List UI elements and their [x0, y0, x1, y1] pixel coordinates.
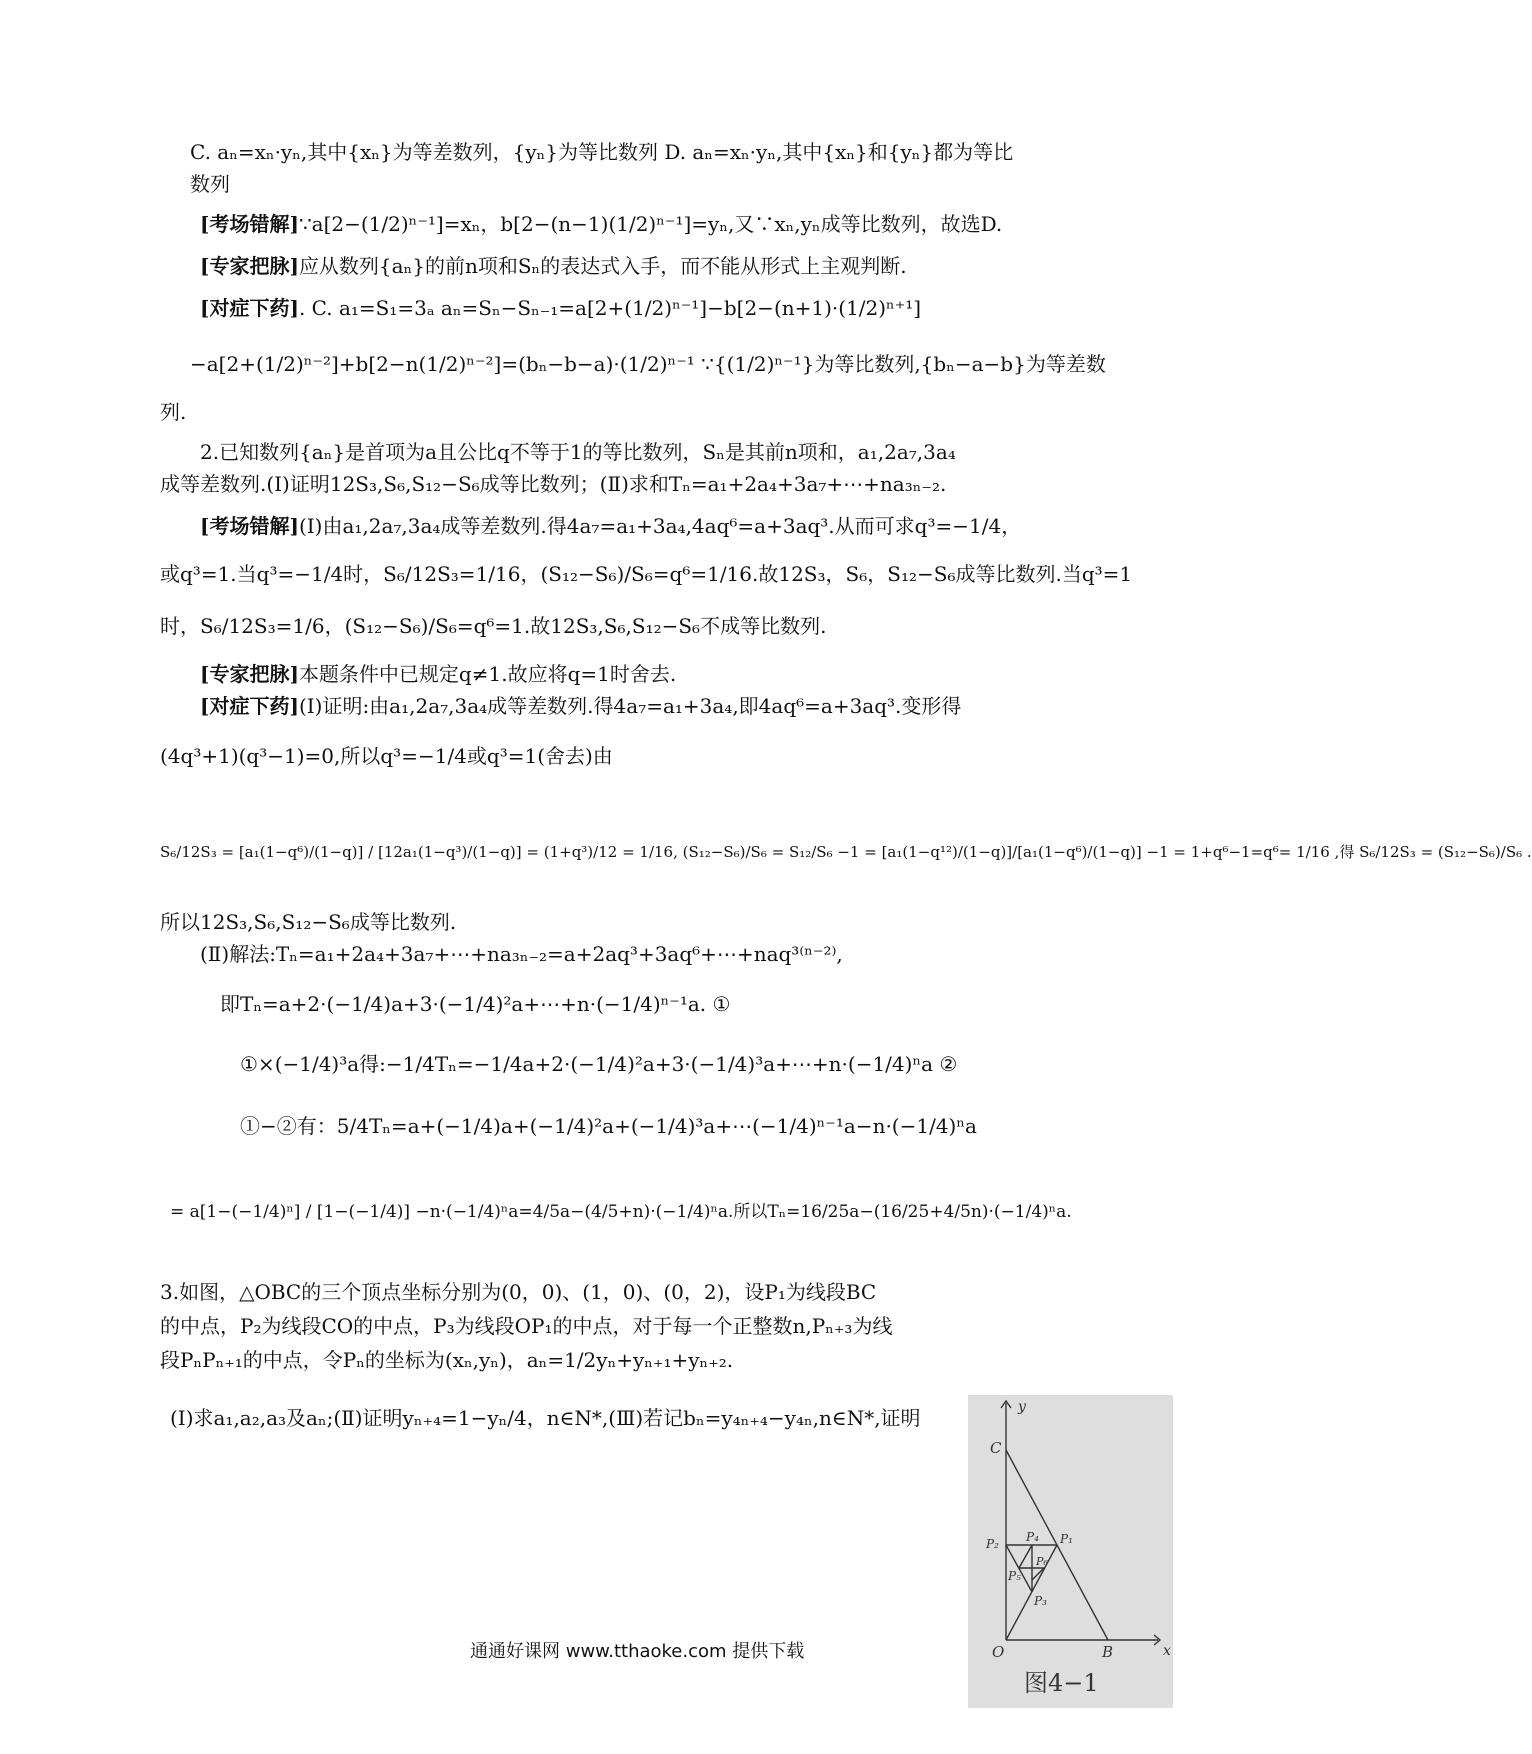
text-line-2: 数列 — [190, 172, 230, 196]
formula-line-16: S₆/12S₃ = [a₁(1−q⁶)/(1−q)] / [12a₁(1−q³)/(1−q)] = (1+q³)/12 = 1/16, (S₁₂−S₆)/S₆ = S₁₂/S₆ −1 = [a₁(1−q¹²)/(1−q)]/[a₁(1−q⁶)/(1−q)] −1 = 1+q⁶−1=q⁶= 1/16 ,得 S₆/12S₃ = (S₁₂−S₆)/S₆ . — [160, 843, 1532, 861]
section-text: ∵a[2−(1/2)ⁿ⁻¹]=xₙ，b[2−(n−1)(1/2)ⁿ⁻¹]=yₙ,又∵xₙ,yₙ成等比数列，故选D. — [298, 212, 1003, 236]
text-line-6: −a[2+(1/2)ⁿ⁻²]+b[2−n(1/2)ⁿ⁻²]=(bₙ−b−a)·(1/2)ⁿ⁻¹ ∵{(1/2)ⁿ⁻¹}为等比数列,{bₙ−a−b}为等差数 — [190, 352, 1106, 376]
text-line-26: (Ⅰ)求a₁,a₂,a₃及aₙ;(Ⅱ)证明yₙ₊₄=1−yₙ/4，n∈N*,(Ⅲ)若记bₙ=y₄ₙ₊₄−y₄ₙ,n∈N*,证明 — [170, 1406, 921, 1430]
label-c: C — [990, 1439, 1002, 1457]
text-line-23: 3.如图，△OBC的三个顶点坐标分别为(0，0)、(1，0)、(0，2)，设P₁为线段BC — [160, 1280, 877, 1304]
text-line-15: (4q³+1)(q³−1)=0,所以q³=−1/4或q³=1(舍去)由 — [160, 744, 613, 768]
text-line-12: 时，S₆/12S₃=1/6，(S₁₂−S₆)/S₆=q⁶=1.故12S₃,S₆,S₁₂−S₆不成等比数列. — [160, 614, 827, 638]
figure-4-1 — [968, 1395, 1173, 1708]
text-line-18: (Ⅱ)解法:Tₙ=a₁+2a₄+3a₇+⋯+na₃ₙ₋₂=a+2aq³+3aq⁶+⋯+naq³⁽ⁿ⁻²⁾, — [200, 942, 843, 966]
formula-line-22: = a[1−(−1/4)ⁿ] / [1−(−1/4)] −n·(−1/4)ⁿa=4/5a−(4/5+n)·(−1/4)ⁿa.所以Tₙ=16/25a−(16/25+4/5n)·(−1/4)ⁿa. — [170, 1202, 1072, 1222]
section-text: (Ⅰ)证明:由a₁,2a₇,3a₄成等差数列.得4a₇=a₁+3a₄,即4aq⁶=a+3aq³.变形得 — [298, 694, 962, 718]
y-label: y — [1018, 1399, 1026, 1415]
text-line-24: 的中点，P₂为线段CO的中点，P₃为线段OP₁的中点，对于每一个正整数n,Pₙ₊₃为线 — [160, 1314, 893, 1338]
text-line-1: C. aₙ=xₙ·yₙ,其中{xₙ}为等差数列，{yₙ}为等比数列 D. aₙ=xₙ·yₙ,其中{xₙ}和{yₙ}都为等比 — [190, 140, 1014, 164]
text-line-10 — [200, 512, 1021, 540]
geometry-diagram — [968, 1395, 1173, 1708]
text-line-17: 所以12S₃,S₆,S₁₂−S₆成等比数列. — [160, 910, 457, 934]
text-line-4 — [200, 252, 907, 280]
section-text: 本题条件中已规定q≠1.故应将q=1时舍去. — [298, 662, 677, 686]
label-p1: P₁ — [1060, 1532, 1073, 1546]
label-o: O — [992, 1643, 1005, 1661]
label-p6: P₆ — [1036, 1555, 1048, 1568]
section-tag: [对症下药] — [200, 694, 299, 718]
text-line-14 — [200, 692, 961, 720]
section-tag: [考场错解] — [200, 514, 299, 538]
section-tag: [专家把脉] — [200, 662, 299, 686]
text-line-7: 列. — [160, 400, 187, 424]
page-footer: 通通好课网 www.tthaoke.com 提供下载 — [470, 1641, 805, 1662]
label-b: B — [1102, 1643, 1114, 1661]
label-p5: P₅ — [1008, 1569, 1021, 1583]
section-tag: [考场错解] — [200, 212, 299, 236]
text-line-25: 段PₙPₙ₊₁的中点，令Pₙ的坐标为(xₙ,yₙ)，aₙ=1/2yₙ+yₙ₊₁+yₙ₊₂. — [160, 1348, 734, 1372]
label-p3: P₃ — [1034, 1594, 1047, 1608]
section-text: 应从数列{aₙ}的前n项和Sₙ的表达式入手，而不能从形式上主观判断. — [298, 254, 907, 278]
section-text: . C. a₁=S₁=3ₐ aₙ=Sₙ−Sₙ₋₁=a[2+(1/2)ⁿ⁻¹]−b[2−(n+1)·(1/2)ⁿ⁺¹] — [298, 296, 922, 320]
text-line-9: 成等差数列.(Ⅰ)证明12S₃,S₆,S₁₂−S₆成等比数列；(Ⅱ)求和Tₙ=a₁+2a₄+3a₇+⋯+na₃ₙ₋₂. — [160, 472, 947, 496]
x-label: x — [1163, 1643, 1171, 1659]
section-tag: [专家把脉] — [200, 254, 299, 278]
figure-caption: 图4−1 — [1024, 1669, 1099, 1697]
text-line-5 — [200, 294, 921, 322]
text-line-19: 即Tₙ=a+2·(−1/4)a+3·(−1/4)²a+⋯+n·(−1/4)ⁿ⁻¹a. ① — [220, 992, 731, 1016]
section-text: (Ⅰ)由a₁,2a₇,3a₄成等差数列.得4a₇=a₁+3a₄,4aq⁶=a+3aq³.从而可求q³=−1/4， — [298, 514, 1022, 538]
label-p4: P₄ — [1026, 1530, 1039, 1544]
label-p2: P₂ — [986, 1537, 999, 1551]
section-tag: [对症下药] — [200, 296, 299, 320]
text-line-13 — [200, 660, 676, 688]
text-line-11: 或q³=1.当q³=−1/4时，S₆/12S₃=1/16，(S₁₂−S₆)/S₆=q⁶=1/16.故12S₃，S₆，S₁₂−S₆成等比数列.当q³=1 — [160, 562, 1133, 586]
text-line-3 — [200, 210, 1002, 238]
text-line-21: ①−②有：5/4Tₙ=a+(−1/4)a+(−1/4)²a+(−1/4)³a+⋯(−1/4)ⁿ⁻¹a−n·(−1/4)ⁿa — [240, 1114, 977, 1138]
text-line-8: 2.已知数列{aₙ}是首项为a且公比q不等于1的等比数列，Sₙ是其前n项和，a₁,2a₇,3a₄ — [200, 440, 956, 464]
text-line-20: ①×(−1/4)³a得:−1/4Tₙ=−1/4a+2·(−1/4)²a+3·(−1/4)³a+⋯+n·(−1/4)ⁿa ② — [240, 1052, 958, 1076]
